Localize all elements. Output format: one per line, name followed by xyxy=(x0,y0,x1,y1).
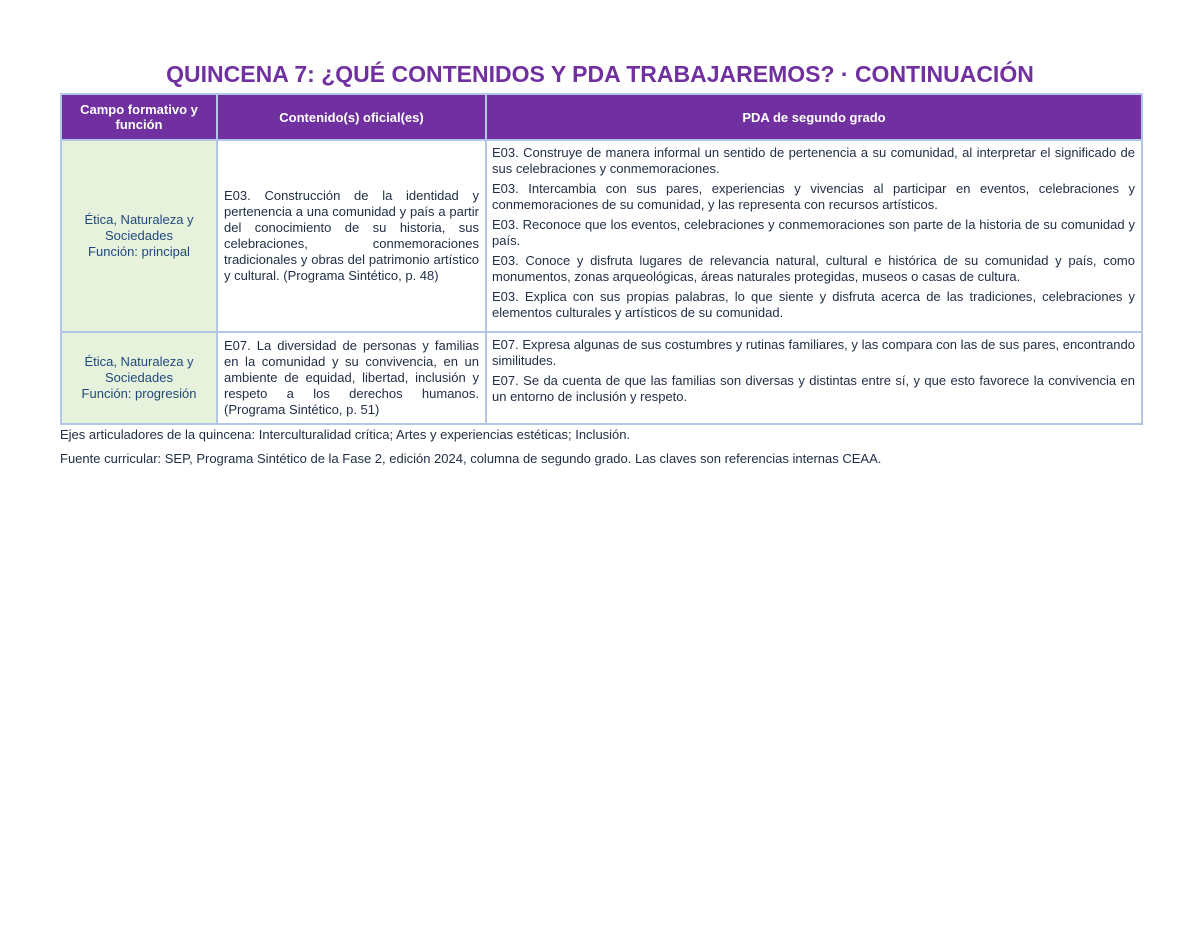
ejes-articuladores-note: Ejes articuladores de la quincena: Interculturalidad crítica; Artes y experiencias estéticas; Inclusión. xyxy=(60,427,631,442)
campo-cell xyxy=(61,140,217,332)
pda-item: E03. Conoce y disfruta lugares de relevancia natural, cultural e histórica de su comunidad y país, como monumentos, zonas arqueológicas, áreas naturales protegidas, museos o casas de cultura. xyxy=(492,253,1135,284)
pda-item: E07. Expresa algunas de sus costumbres y rutinas familiares, y las compara con las de sus pares, encontrando similitudes. xyxy=(492,337,1135,368)
campo-name: Ética, Naturaleza y Sociedades xyxy=(84,212,194,243)
pda-cell xyxy=(486,332,1142,424)
pda-cell xyxy=(486,140,1142,332)
table-row xyxy=(61,140,1142,332)
campo-name: Ética, Naturaleza y Sociedades xyxy=(84,354,194,385)
header-campo-formativo: Campo formativo y función xyxy=(61,94,217,140)
contenido-cell: E07. La diversidad de personas y familias en la comunidad y su convivencia, en un ambiente de equidad, libertad, inclusión y respeto a los derechos humanos. (Programa Sintético, p. 51) xyxy=(217,332,486,424)
page-title: QUINCENA 7: ¿QUÉ CONTENIDOS Y PDA TRABAJAREMOS? · CONTINUACIÓN xyxy=(166,61,1034,87)
pda-item: E03. Construye de manera informal un sentido de pertenencia a su comunidad, al interpretar el significado de sus celebraciones y conmemoraciones. xyxy=(492,145,1135,176)
pda-item: E03. Reconoce que los eventos, celebraciones y conmemoraciones son parte de la historia de su comunidad y país. xyxy=(492,217,1135,248)
campo-funcion: Función: principal xyxy=(88,244,190,259)
header-contenidos: Contenido(s) oficial(es) xyxy=(217,94,486,140)
campo-cell xyxy=(61,332,217,424)
pda-item: E03. Explica con sus propias palabras, lo que siente y disfruta acerca de las tradiciones, celebraciones y elementos culturales y artísticos de su comunidad. xyxy=(492,289,1135,320)
pda-item: E07. Se da cuenta de que las familias son diversas y distintas entre sí, y que esto favorece la convivencia en un entorno de inclusión y respeto. xyxy=(492,373,1135,404)
table-header-row xyxy=(61,94,1142,140)
table-row xyxy=(61,332,1142,424)
campo-funcion: Función: progresión xyxy=(81,386,197,401)
fuente-curricular-note: Fuente curricular: SEP, Programa Sintético de la Fase 2, edición 2024, columna de segundo grado. Las claves son referencias internas CEAA. xyxy=(60,451,882,466)
contents-table xyxy=(60,93,1143,425)
header-pda: PDA de segundo grado xyxy=(486,94,1142,140)
contenido-cell: E03. Construcción de la identidad y pertenencia a una comunidad y país a partir del conocimiento de su historia, sus celebraciones, conmemoraciones tradicionales y obras del patrimonio artístico y cultural. (Programa Sintético, p. 48) xyxy=(217,140,486,332)
pda-item: E03. Intercambia con sus pares, experiencias y vivencias al participar en eventos, celebraciones y conmemoraciones de su comunidad, y las representa con recursos artísticos. xyxy=(492,181,1135,212)
